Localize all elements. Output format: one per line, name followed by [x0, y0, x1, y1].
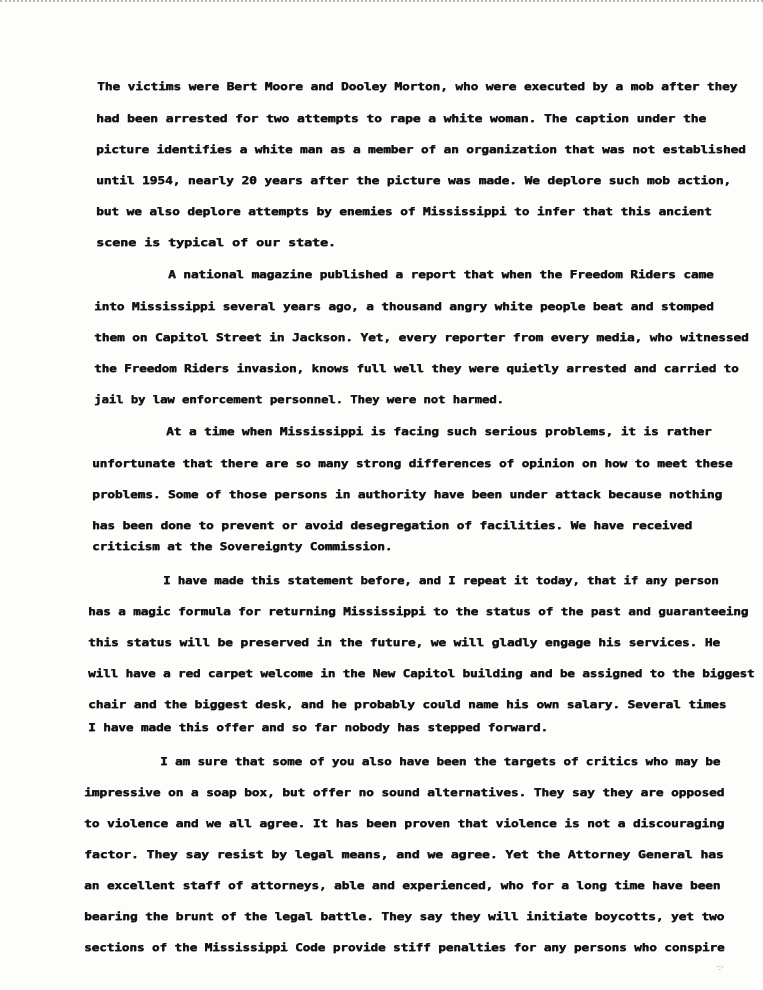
paragraph-1-line-5: but we also deplore attempts by enemies of Mississippi to infer that this ancient: [96, 206, 712, 218]
paragraph-1-line-6: scene is typical of our state.: [96, 237, 336, 249]
paragraph-1-line-4: until 1954, nearly 20 years after the picture was made. We deplore such mob action,: [96, 175, 731, 187]
paragraph-4-line-3: this status will be preserved in the future, we will gladly engage his services. He: [88, 637, 720, 649]
paragraph-5-line-7: sections of the Mississippi Code provide stiff penalties for any persons who conspire: [84, 942, 725, 954]
paragraph-3-line-1: At a time when Mississippi is facing such serious problems, it is rather: [166, 426, 712, 438]
paragraph-1-line-2: had been arrested for two attempts to rape a white woman. The caption under the: [96, 113, 707, 125]
paragraph-5-line-4: factor. They say resist by legal means, and we agree. Yet the Attorney General has: [84, 849, 724, 861]
paragraph-5-line-6: bearing the brunt of the legal battle. They say they will initiate boycotts, yet two: [84, 911, 725, 923]
paragraph-4-line-2: has a magic formula for returning Mississippi to the status of the past and guaranteeing: [88, 606, 749, 618]
paragraph-4-line-1: I have made this statement before, and I repeat it today, that if any person: [163, 575, 719, 587]
paragraph-4-line-6: I have made this offer and so far nobody has stepped forward.: [88, 722, 548, 734]
paragraph-2-line-1: A national magazine published a report that when the Freedom Riders came: [168, 269, 714, 281]
paragraph-5-line-1: I am sure that some of you also have been the targets of critics who may be: [160, 756, 721, 768]
paragraph-5-line-5: an excellent staff of attorneys, able and experienced, who for a long time have been: [84, 880, 721, 892]
scan-speck: ·:·: [716, 963, 724, 972]
paragraph-2-line-3: them on Capitol Street in Jackson. Yet, every reporter from every media, who witnessed: [94, 332, 749, 344]
paragraph-5-line-2: impressive on a soap box, but offer no sound alternatives. They say they are opposed: [84, 787, 725, 799]
paragraph-1-line-3: picture identifies a white man as a member of an organization that was not established: [96, 144, 746, 156]
paragraph-3-line-2: unfortunate that there are so many strong differences of opinion on how to meet these: [92, 458, 733, 470]
paragraph-2-line-4: the Freedom Riders invasion, knows full well they were quietly arrested and carried to: [94, 363, 739, 375]
paragraph-4-line-4: will have a red carpet welcome in the New Capitol building and be assigned to the biggest: [88, 668, 755, 680]
paragraph-5-line-3: to violence and we all agree. It has been proven that violence is not a discouraging: [84, 818, 725, 830]
paragraph-2-line-2: into Mississippi several years ago, a thousand angry white people beat and stomped: [94, 301, 714, 313]
paragraph-3-line-3: problems. Some of those persons in authority have been under attack because nothing: [92, 489, 722, 501]
paragraph-3-line-4: has been done to prevent or avoid desegregation of facilities. We have received: [92, 520, 693, 532]
paragraph-1-line-1: The victims were Bert Moore and Dooley Morton, who were executed by a mob after they: [97, 81, 738, 93]
paragraph-4-line-5: chair and the biggest desk, and he probably could name his own salary. Several times: [88, 699, 727, 711]
page-top-edge: [0, 0, 763, 2]
paragraph-3-line-5: criticism at the Sovereignty Commission.: [92, 541, 393, 553]
paragraph-2-line-5: jail by law enforcement personnel. They were not harmed.: [94, 394, 504, 406]
